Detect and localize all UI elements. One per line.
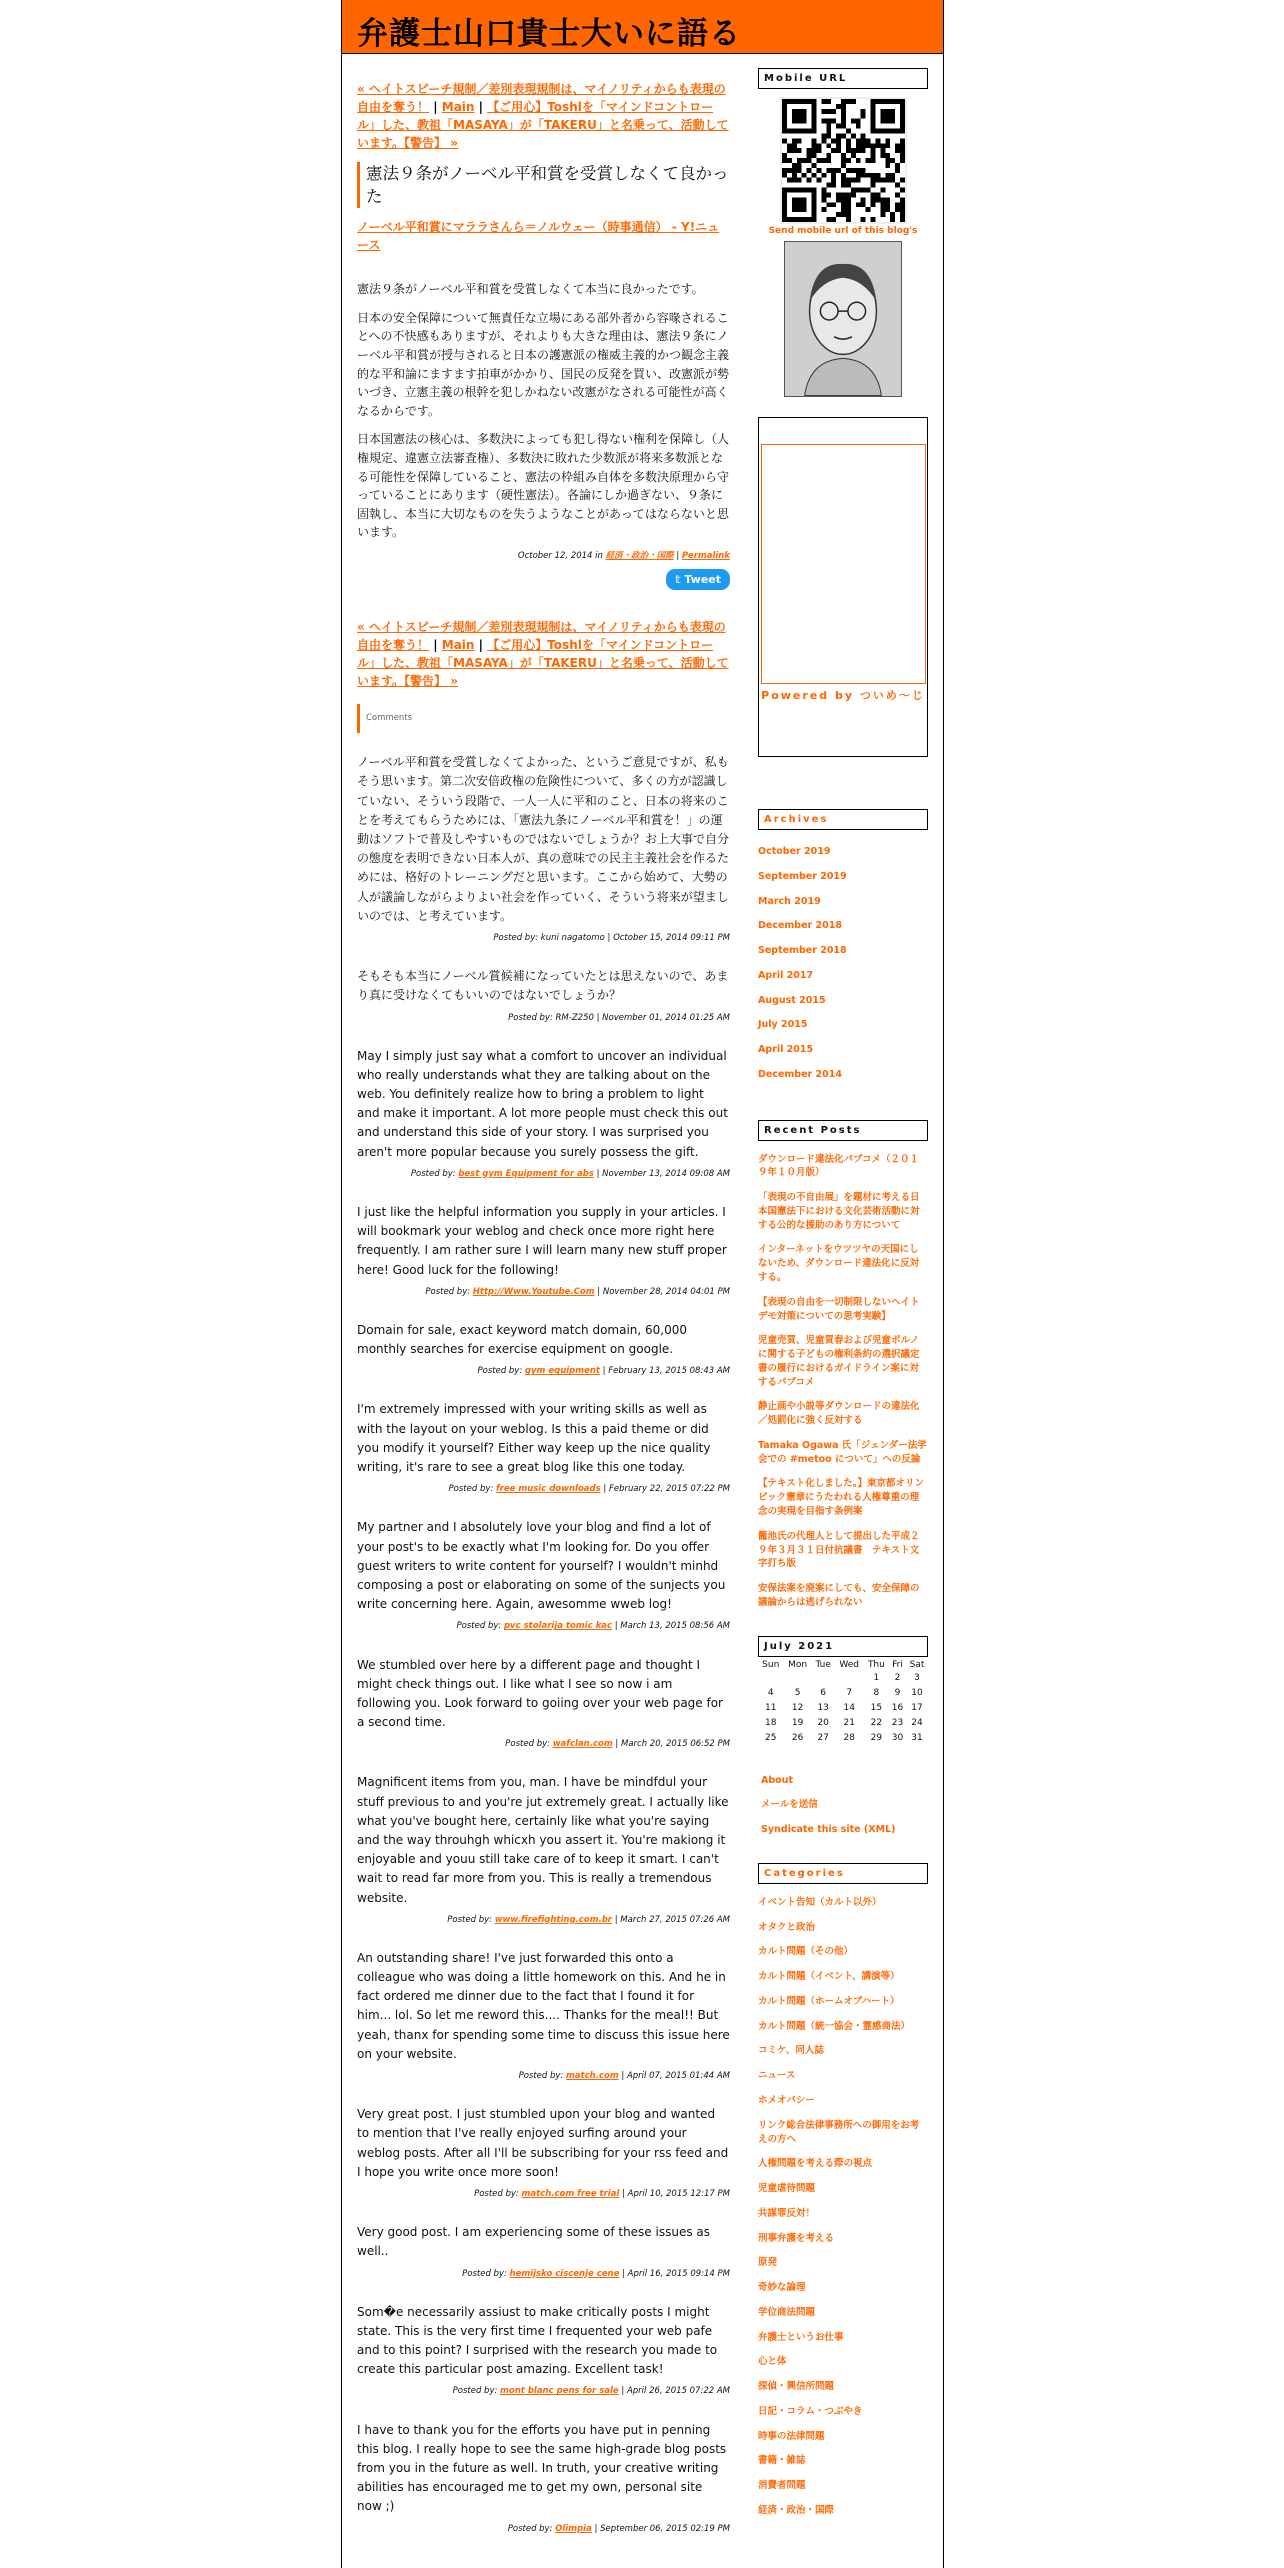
category-link[interactable] [758,2157,928,2171]
next-post-link[interactable]: 【ご用心】Toshlを「マインドコントロール」した、教祖「MASAYA」が「TAKERU」と名乗って、活動しています。【警告】 » [357,100,729,150]
archive-link-label: December 2014 [758,1068,842,1080]
calendar-day: 13 [817,1703,829,1714]
calendar-day-name: Mon [788,1659,808,1670]
blog-banner [342,0,943,54]
calendar-day: 7 [846,1688,853,1699]
next-post-link[interactable]: 【ご用心】Toshlを「マインドコントロール」した、教祖「MASAYA」が「TAKERU」と名乗って、活動しています。【警告】 » [357,638,729,689]
recent-post-link[interactable] [758,1191,928,1232]
category-link[interactable] [758,1945,928,1959]
calendar-day-name: Tue [815,1659,831,1670]
comment-footer: Posted by: pvc stolarija tomic kac | March 13, 2015 08:56 AM [456,1621,730,1632]
comment-author[interactable]: wafclan.com [552,1739,613,1750]
category-link[interactable] [758,2020,928,2034]
comment-footer: Posted by: match.com free trial | April 10, 2015 12:17 PM [474,2188,730,2199]
category-link[interactable] [758,2430,928,2444]
comment-date: February 13, 2015 08:43 AM [608,1366,730,1377]
category-link[interactable] [758,2069,928,2083]
recent-post-link-label: インターネットをウツツヤの天国にしないため、ダウンロード違法化に反対する。 [758,1244,920,1284]
comment-author[interactable]: hemijsko ciscenje cene [509,2268,620,2279]
comment [357,753,730,945]
recent-post-link[interactable] [758,1243,928,1284]
calendar-day: 31 [911,1733,923,1744]
archive-link[interactable] [758,1018,928,1032]
comment-text: I just like the helpful information you supply in your articles. I will bookmark your weblog and check once more right here frequently. I am rather sure I will learn many new stuff proper here! Good luck for the following! [357,1205,727,1277]
comment-author[interactable]: match.com free trial [521,2188,620,2199]
comment-footer: Posted by: Olimpia | September 06, 2015 02:19 PM [507,2523,730,2534]
category-link-label: 刑事弁護を考える [758,2232,835,2244]
comment-footer: Posted by: free music downloads | February 22, 2015 07:22 PM [448,1484,730,1495]
recent-post-link-label: 児童売買、児童買春および児童ポルノに関する子どもの権利条約の選択議定書の履行におけるガイドライン案に対するパブコメ [758,1335,920,1388]
comment [357,2421,730,2536]
calendar-day: 1 [873,1673,880,1684]
comments-heading: Comments [357,704,730,733]
posted-by-label: Posted by: [493,932,541,943]
posted-by-label: Posted by: [456,1621,504,1632]
comment-text: Domain for sale, exact keyword match domain, 60,000 monthly searches for exercise equipment on google. [357,1322,688,1357]
comment [357,1949,730,2083]
comment [357,1203,730,1299]
category-link-label: カルト問題（ホームオブハート） [758,1995,900,2007]
recent-post-link[interactable] [758,1153,928,1181]
category-link[interactable] [758,1995,928,2009]
comment-footer: Posted by: gym equipment | February 13, 2015 08:43 AM [477,1366,730,1377]
comment-date: November 01, 2014 01:25 AM [602,1012,730,1023]
post-title: 憲法９条がノーベル平和賞を受賞しなくて良かった [357,162,730,208]
ad-box [758,417,928,757]
comment-footer: Posted by: match.com | April 07, 2015 01:44 AM [518,2071,730,2082]
archive-link[interactable] [758,895,928,909]
author-portrait [784,241,902,397]
comment-footer: Posted by: RM-Z250 | November 01, 2014 01:25 AM [508,1012,730,1023]
category-link[interactable] [758,2454,928,2468]
posted-by-label: Posted by: [448,1484,496,1495]
comment-date: April 26, 2015 07:22 AM [626,2386,730,2397]
category-link-label: イベント告知（カルト以外） [758,1896,882,1908]
calendar-day: 8 [873,1688,880,1699]
comment-text: Very great post. I just stumbled upon your blog and wanted to mention that I've really enjoyed surfing around your weblog posts. After all I'll be subscribing for your rss feed and I hope you write once more soon! [357,2107,729,2179]
category-link[interactable] [758,2281,928,2295]
category-link[interactable] [758,2331,928,2345]
category-link-label: リンク総合法律事務所への御用をお考えの方へ [758,2119,920,2145]
comment [357,1400,730,1496]
calendar-day-name: Wed [839,1659,860,1670]
comment-date: March 13, 2015 08:56 AM [620,1621,730,1632]
posted-by-label: Posted by: [474,2188,522,2199]
page-container [341,0,944,2568]
calendar-day: 3 [914,1673,920,1684]
tweet-label: Tweet [684,573,721,587]
calendar-day: 14 [843,1703,855,1714]
category-link[interactable] [758,2405,928,2419]
category-link-label: ホメオパシー [758,2094,815,2106]
comment-text: I'm extremely impressed with your writing skills as well as with the layout on your weblog. Is this a paid theme or did you modify it yourself? Either way keep up the nice quality writing, it's rare to see a great blog like this one today. [357,1402,711,1475]
category-link-label: 共謀罪反対！ [758,2207,816,2219]
comment-date: March 27, 2015 07:26 AM [620,1914,730,1925]
comment [357,2105,730,2201]
posted-by-label: Posted by: [410,1168,459,1179]
archives-heading: Archives [758,809,928,830]
recent-post-link[interactable] [758,1334,928,1389]
comment-text: Magnificent items from you, man. I have be mindfdul your stuff previous to and you're jut extremely great. I actually like what you've bought here, certainly like what you're saying and the way throuhgh whicxh you assert it. You're makiong it enjoyable and youu still take care of to keep it smart. I can't wait to read far more from you. This is really a tremendous website. [357,1775,729,1905]
archive-link[interactable] [758,845,928,859]
recent-post-link-label: 【表現の自由を一切制限しないヘイトデモ対策についての思考実験】 [758,1296,920,1322]
sidebar-link-label: メールを送信 [761,1799,818,1811]
calendar-day: 26 [791,1733,804,1744]
archive-link[interactable] [758,994,928,1008]
post-date: October 12, 2014 [517,550,593,561]
category-link[interactable] [758,1921,928,1935]
recent-posts-list [758,1153,928,1610]
categories-heading: Categories [758,1863,928,1884]
recent-post-link[interactable] [758,1439,928,1467]
comment-date: April 07, 2015 01:44 AM [626,2071,730,2082]
category-link[interactable] [758,2306,928,2320]
category-link-label: カルト問題（統一協会・霊感商法） [758,2020,911,2032]
comment-author[interactable]: pvc stolarija tomic kac [503,1621,613,1632]
comment-footer: Posted by: www.firefighting.com.br | March 27, 2015 07:26 AM [447,1914,730,1925]
calendar-day: 5 [794,1688,801,1699]
source-news-link[interactable]: ノーベル平和賞にマララさんら＝ノルウェー（時事通信） - Y!ニュース [357,220,720,253]
comment [357,967,730,1025]
category-link-label: ニュース [758,2070,796,2082]
comment-text: Very good post. I am experiencing some of these issues as well.. [357,2225,710,2259]
comment-text: We stumbled over here by a different page and thought I might check things out. I like what I see so now i am following you. Look forward to goiing over your web page for a second time. [357,1657,723,1730]
posted-by-label: Posted by: [507,2523,556,2534]
comment-author[interactable]: free music downloads [495,1484,601,1495]
comment [357,1047,730,1181]
comment-text: そもそも本当にノーベル賞候補になっていたとは思えないので、あまり真に受けなくてもいいのではないでしょうか？ [357,969,729,1003]
comment-text: May I simply just say what a comfort to uncover an individual who really understands what they are talking about on the web. You definitely realize how to bring a problem to light and make it important. A lot more people must check this out and understand this side of your story. I was surprised you aren't more popular because you surely possess the gift. [357,1048,728,1159]
calendar-day: 24 [911,1718,923,1729]
archive-link-label: October 2019 [758,846,831,857]
category-link-label: オタクと政治 [758,1921,816,1933]
comment-footer: Posted by: mont blanc pens for sale | April 26, 2015 07:22 AM [452,2386,730,2397]
comment-footer: Posted by: wafclan.com | March 20, 2015 06:52 PM [505,1739,730,1750]
archive-link-label: July 2015 [758,1019,808,1031]
category-link[interactable] [758,2256,928,2270]
mobile-url-caption[interactable]: Send mobile url of this blog's [768,226,918,236]
archive-link[interactable] [758,944,928,958]
post-category-link[interactable]: 経済・政治・国際 [605,550,674,561]
category-link[interactable] [758,2207,928,2221]
archive-link-label: April 2015 [758,1044,814,1056]
comment-date: November 28, 2014 04:01 PM [602,1286,730,1297]
comment-author[interactable]: gym equipment [524,1366,600,1377]
post-footer [357,550,730,587]
calendar-week [758,1731,928,1746]
archive-link[interactable] [758,1043,928,1057]
calendar-day: 19 [791,1718,804,1729]
recent-post-link-label: 籠池氏の代理人として提出した平成２９年３月３１日付抗議書 テキスト文字打ち版 [758,1530,920,1570]
comment-text: Som�e necessarily assiust to make critically posts I might state. This is the very first time I frequented your web pafe and to this point? I surprised with the research you made to create this particular post amazing. Excellent task! [357,2304,718,2377]
category-link[interactable] [758,2044,928,2058]
ad-image-placeholder[interactable] [761,444,926,684]
mobile-url-heading: Mobile URL [758,68,928,89]
comment-date: March 20, 2015 06:52 PM [620,1739,730,1750]
posted-by-label: Posted by: [505,1739,553,1750]
category-link-label: 学位商法問題 [758,2306,816,2318]
archive-link[interactable] [758,919,928,933]
comment-date: April 16, 2015 09:14 PM [627,2268,730,2279]
sidebar-link[interactable] [761,1798,928,1812]
sidebar-link-label: About [761,1774,793,1786]
sidebar [758,68,928,2544]
posted-by-label: Posted by: [518,2071,566,2082]
comment [357,1321,730,1379]
ad-caption[interactable]: Powered by ついめ～じ [761,689,925,702]
posted-by-label: Posted by: [462,2268,510,2279]
calendar-header-row [758,1659,928,1671]
category-link-label: 消費者問題 [758,2480,806,2492]
calendar-day: 18 [765,1718,777,1729]
category-link[interactable] [758,2479,928,2493]
nav-separator: | [429,100,442,114]
comment [357,2303,730,2399]
recent-posts-heading: Recent Posts [758,1120,928,1141]
calendar-day: 17 [911,1703,923,1714]
post-paragraph: 憲法９条がノーベル平和賞を受賞しなくて本当に良かったです。 [357,282,704,297]
comment-text: ノーベル平和賞を受賞しなくてよかった、というご意見ですが、私もそう思います。第二次安倍政権の危険性について、多くの方が認識していない、そういう段階で、一人一人に平和のこと、日本の将来のことを考えてもらうためには、「憲法九条にノーベル平和賞を！」の運動はソフトで普及しやすいものではないでしょうか？お上大事で自分の態度を表明できない日本人が、真の意味での民主主義社会を作るためには、格好のトレーニングだと思います。ここから始めて、大勢の人が議論しながらよりよい社会を作っていく、そういう将来が望ましいのでは、と考えています。 [357,755,730,923]
category-link-label: 心と体 [758,2356,787,2368]
calendar-day: 12 [791,1703,804,1714]
calendar-day [783,1671,811,1686]
comment [357,1518,730,1633]
category-link[interactable] [758,2119,928,2147]
prev-post-link[interactable]: « ヘイトスピーチ規制／差別表現規制は、マイノリティからも表現の自由を奪う！ [357,620,726,653]
recent-post-link-label: 「表現の不自由展」を題材に考える日本国憲法下における文化芸術活動に対する公的な援助のあり方について [758,1192,920,1231]
post-navigation-bottom [357,618,730,690]
calendar-day: 16 [891,1703,904,1714]
category-link-label: 人権問題を考える際の視点 [758,2158,873,2170]
archive-link-label: September 2019 [758,870,847,882]
recent-post-link[interactable] [758,1296,928,1324]
calendar-day: 10 [911,1688,923,1699]
calendar-day: 4 [767,1688,774,1699]
archive-link-label: August 2015 [758,994,826,1006]
calendar-day: 6 [820,1688,827,1699]
category-link-label: カルト問題（その他） [758,1946,854,1958]
blog-title[interactable]: 弁護士山口貴士大いに語る [357,16,741,52]
category-link[interactable] [758,2380,928,2394]
recent-post-link-label: Tamaka Ogawa 氏「ジェンダー法学会での #metoo について」への反論 [758,1439,927,1465]
calendar [758,1659,928,1746]
calendar-day: 23 [891,1718,904,1729]
category-link-label: 弁護士というお仕事 [758,2331,844,2343]
comment-author[interactable]: Http://Www.Youtube.Com [472,1286,595,1297]
categories-list [758,1896,928,2518]
qr-code-icon[interactable] [780,97,907,224]
calendar-day [758,1671,783,1686]
category-link[interactable] [758,2182,928,2196]
comment-list [357,753,730,2535]
main-column [357,80,730,2558]
comment-author[interactable]: Olimpia [555,2523,592,2534]
calendar-day-name: Fri [892,1659,903,1670]
permalink[interactable]: Permalink [681,550,730,561]
category-link-label: 奇妙な論理 [758,2282,806,2294]
post-in-label: in [592,550,606,561]
calendar-day-name: Thu [867,1659,885,1670]
comment-text: My partner and I absolutely love your blog and find a lot of your post's to be exactly what I'm looking for. Do you offer guest writers to write content for yourself? I wouldn't minhd composing a post or elaborating on some of the sunjects you write concerning here. Again, awesomme wweb log! [357,1520,726,1612]
archive-link-label: March 2019 [758,895,821,907]
category-link[interactable] [758,2355,928,2369]
comment-author: RM-Z250 [555,1012,594,1023]
calendar-day: 2 [894,1673,901,1684]
recent-post-link[interactable] [758,1477,928,1518]
archive-link-label: December 2018 [758,920,842,932]
comment-text: I have to thank you for the efforts you have put in penning this blog. I really hope to see the same high-grade blog posts from you in the future as well. In truth, your creative writing abilities has encouraged me to get my own, personal site now ;) [357,2422,727,2514]
calendar-day: 11 [765,1703,777,1714]
calendar-day [812,1671,835,1686]
comment-text: An outstanding share! I've just forwarded this onto a colleague who was doing a little homework on this. And he in fact ordered me dinner due to the fact that I found it for him... lol. So let me reword this.... Thanks for the meal!! But yeah, thanx for spending some time to discuss this issue here on your website. [357,1950,730,2061]
calendar-day: 20 [817,1718,829,1729]
calendar-week [758,1686,928,1701]
main-link[interactable]: Main [441,100,475,114]
category-link[interactable] [758,1970,928,1984]
archive-link[interactable] [758,870,928,884]
comment-footer: Posted by: Http://Www.Youtube.Com | November 28, 2014 04:01 PM [425,1286,730,1297]
archives-list [758,845,928,1082]
recent-post-link-label: 【テキスト化しました。】東京都オリンピック憲章にうたわれる人権尊重の理念の実現を目指す条例案 [758,1478,925,1517]
posted-by-label: Posted by: [447,1914,495,1925]
recent-post-link-label: 安保法案を廃案にしても、安全保障の議論からは逃げられない [758,1583,920,1608]
category-link-label: 探偵・興信所問題 [758,2381,835,2393]
posted-by-label: Posted by: [452,2386,501,2397]
main-link[interactable]: Main [441,638,475,653]
category-link-label: 時事の法律問題 [758,2430,825,2442]
archive-link-label: September 2018 [758,945,847,957]
calendar-day: 9 [894,1688,901,1699]
post-paragraph: 日本国憲法の核心は、多数決によっても犯し得ない権利を保障し（人権規定、違憲立法審査権）、多数決に敗れた少数派が将来多数派となる可能性を保障していること、憲法の枠組み自体を多数決原理から守っていることにあります（硬性憲法）。各論にしか過ぎない、９条に固執し、本当に大切なものを失うようなことがあってはならないと思います。 [357,432,730,540]
comment-author[interactable]: www.firefighting.com.br [494,1914,613,1925]
sidebar-link[interactable] [761,1774,928,1788]
comment [357,2223,730,2281]
archive-link-label: April 2017 [758,969,814,981]
sidebar-link-label: Syndicate this site (XML) [761,1824,896,1836]
comment [357,1773,730,1926]
post-navigation-top [357,80,730,152]
nav-separator: | [474,638,488,653]
category-link[interactable] [758,2094,928,2108]
recent-post-link[interactable] [758,1530,928,1571]
recent-post-link[interactable] [758,1582,928,1610]
prev-post-link[interactable]: « ヘイトスピーチ規制／差別表現規制は、マイノリティからも表現の自由を奪う！ [357,82,726,114]
sidebar-link[interactable] [761,1823,928,1837]
calendar-day: 30 [891,1733,904,1744]
footer-separator: | [673,550,682,561]
calendar-heading: July 2021 [758,1636,928,1657]
comment-author[interactable]: mont blanc pens for sale [500,2386,619,2397]
comment-date: April 10, 2015 12:17 PM [627,2188,730,2199]
posted-by-label: Posted by: [477,1366,525,1377]
comment-footer: Posted by: hemijsko ciscenje cene | April 16, 2015 09:14 PM [462,2268,730,2279]
extra-links [758,1774,928,1837]
calendar-day-name: Sun [762,1659,780,1670]
calendar-day: 22 [870,1718,883,1729]
category-link-label: 日記・コラム・つぶやき [758,2405,863,2417]
calendar-day: 29 [870,1733,883,1744]
comment-author[interactable]: best gym Equipment for abs [458,1168,594,1179]
calendar-day-name: Sat [909,1659,925,1670]
tweet-button[interactable]: 𝕥 Tweet [666,569,730,590]
category-link-label: カルト問題（イベント、講演等） [758,1971,900,1983]
calendar-day: 21 [843,1718,855,1729]
archive-link[interactable] [758,1068,928,1082]
category-link-label: コミケ、同人誌 [758,2045,824,2057]
comment-date: November 13, 2014 09:08 AM [602,1168,730,1179]
post-body [357,280,730,542]
category-link[interactable] [758,1896,928,1910]
comment-date: October 15, 2014 09:11 PM [613,932,730,943]
comment-author[interactable]: match.com [565,2071,619,2082]
comment [357,1656,730,1752]
archive-link[interactable] [758,969,928,983]
calendar-week [758,1701,928,1716]
comment-date: September 06, 2015 02:19 PM [600,2523,730,2534]
post-paragraph: 日本の安全保障について無責任な立場にある部外者から容喙されることへの不快感もありますが、それよりも大きな理由は、憲法９条にノーベル平和賞が授与されると日本の護憲派の権威主義的かつ観念主義的な平和論にますます拍車がかかり、国民の反発を買い、改憲派が勢いづき、立憲主義の根幹を犯しかねない改憲がなされる可能性が高くなるからです。 [357,310,730,418]
calendar-day: 27 [817,1733,829,1744]
comment-footer: Posted by: kuni nagatomo | October 15, 2014 09:11 PM [493,932,730,943]
comment-footer: Posted by: best gym Equipment for abs | November 13, 2014 09:08 AM [410,1168,730,1179]
category-link-label: 原発 [758,2257,778,2269]
recent-post-link-label: ダウンロード違法化パブコメ（２０１９年１０月版） [758,1153,920,1179]
nav-separator: | [429,638,442,653]
comment-author: kuni nagatomo [540,932,605,943]
nav-separator: | [474,100,488,114]
calendar-day [835,1671,864,1686]
category-link-label: 児童虐待問題 [758,2183,816,2195]
calendar-day: 25 [765,1733,777,1744]
posted-by-label: Posted by: [425,1286,473,1297]
calendar-week [758,1716,928,1731]
recent-post-link[interactable] [758,1400,928,1428]
recent-post-link-label: 静止画や小説等ダウンロードの違法化／処罰化に強く反対する [758,1401,920,1427]
calendar-week [758,1671,928,1686]
comment-date: February 22, 2015 07:22 PM [608,1484,730,1495]
calendar-day: 28 [843,1733,855,1744]
posted-by-label: Posted by: [508,1012,556,1023]
category-link[interactable] [758,2504,928,2518]
calendar-day: 15 [870,1703,883,1714]
category-link[interactable] [758,2232,928,2246]
category-link-label: 書籍・雑誌 [758,2455,806,2467]
category-link-label: 経済・政治・国際 [758,2505,835,2516]
